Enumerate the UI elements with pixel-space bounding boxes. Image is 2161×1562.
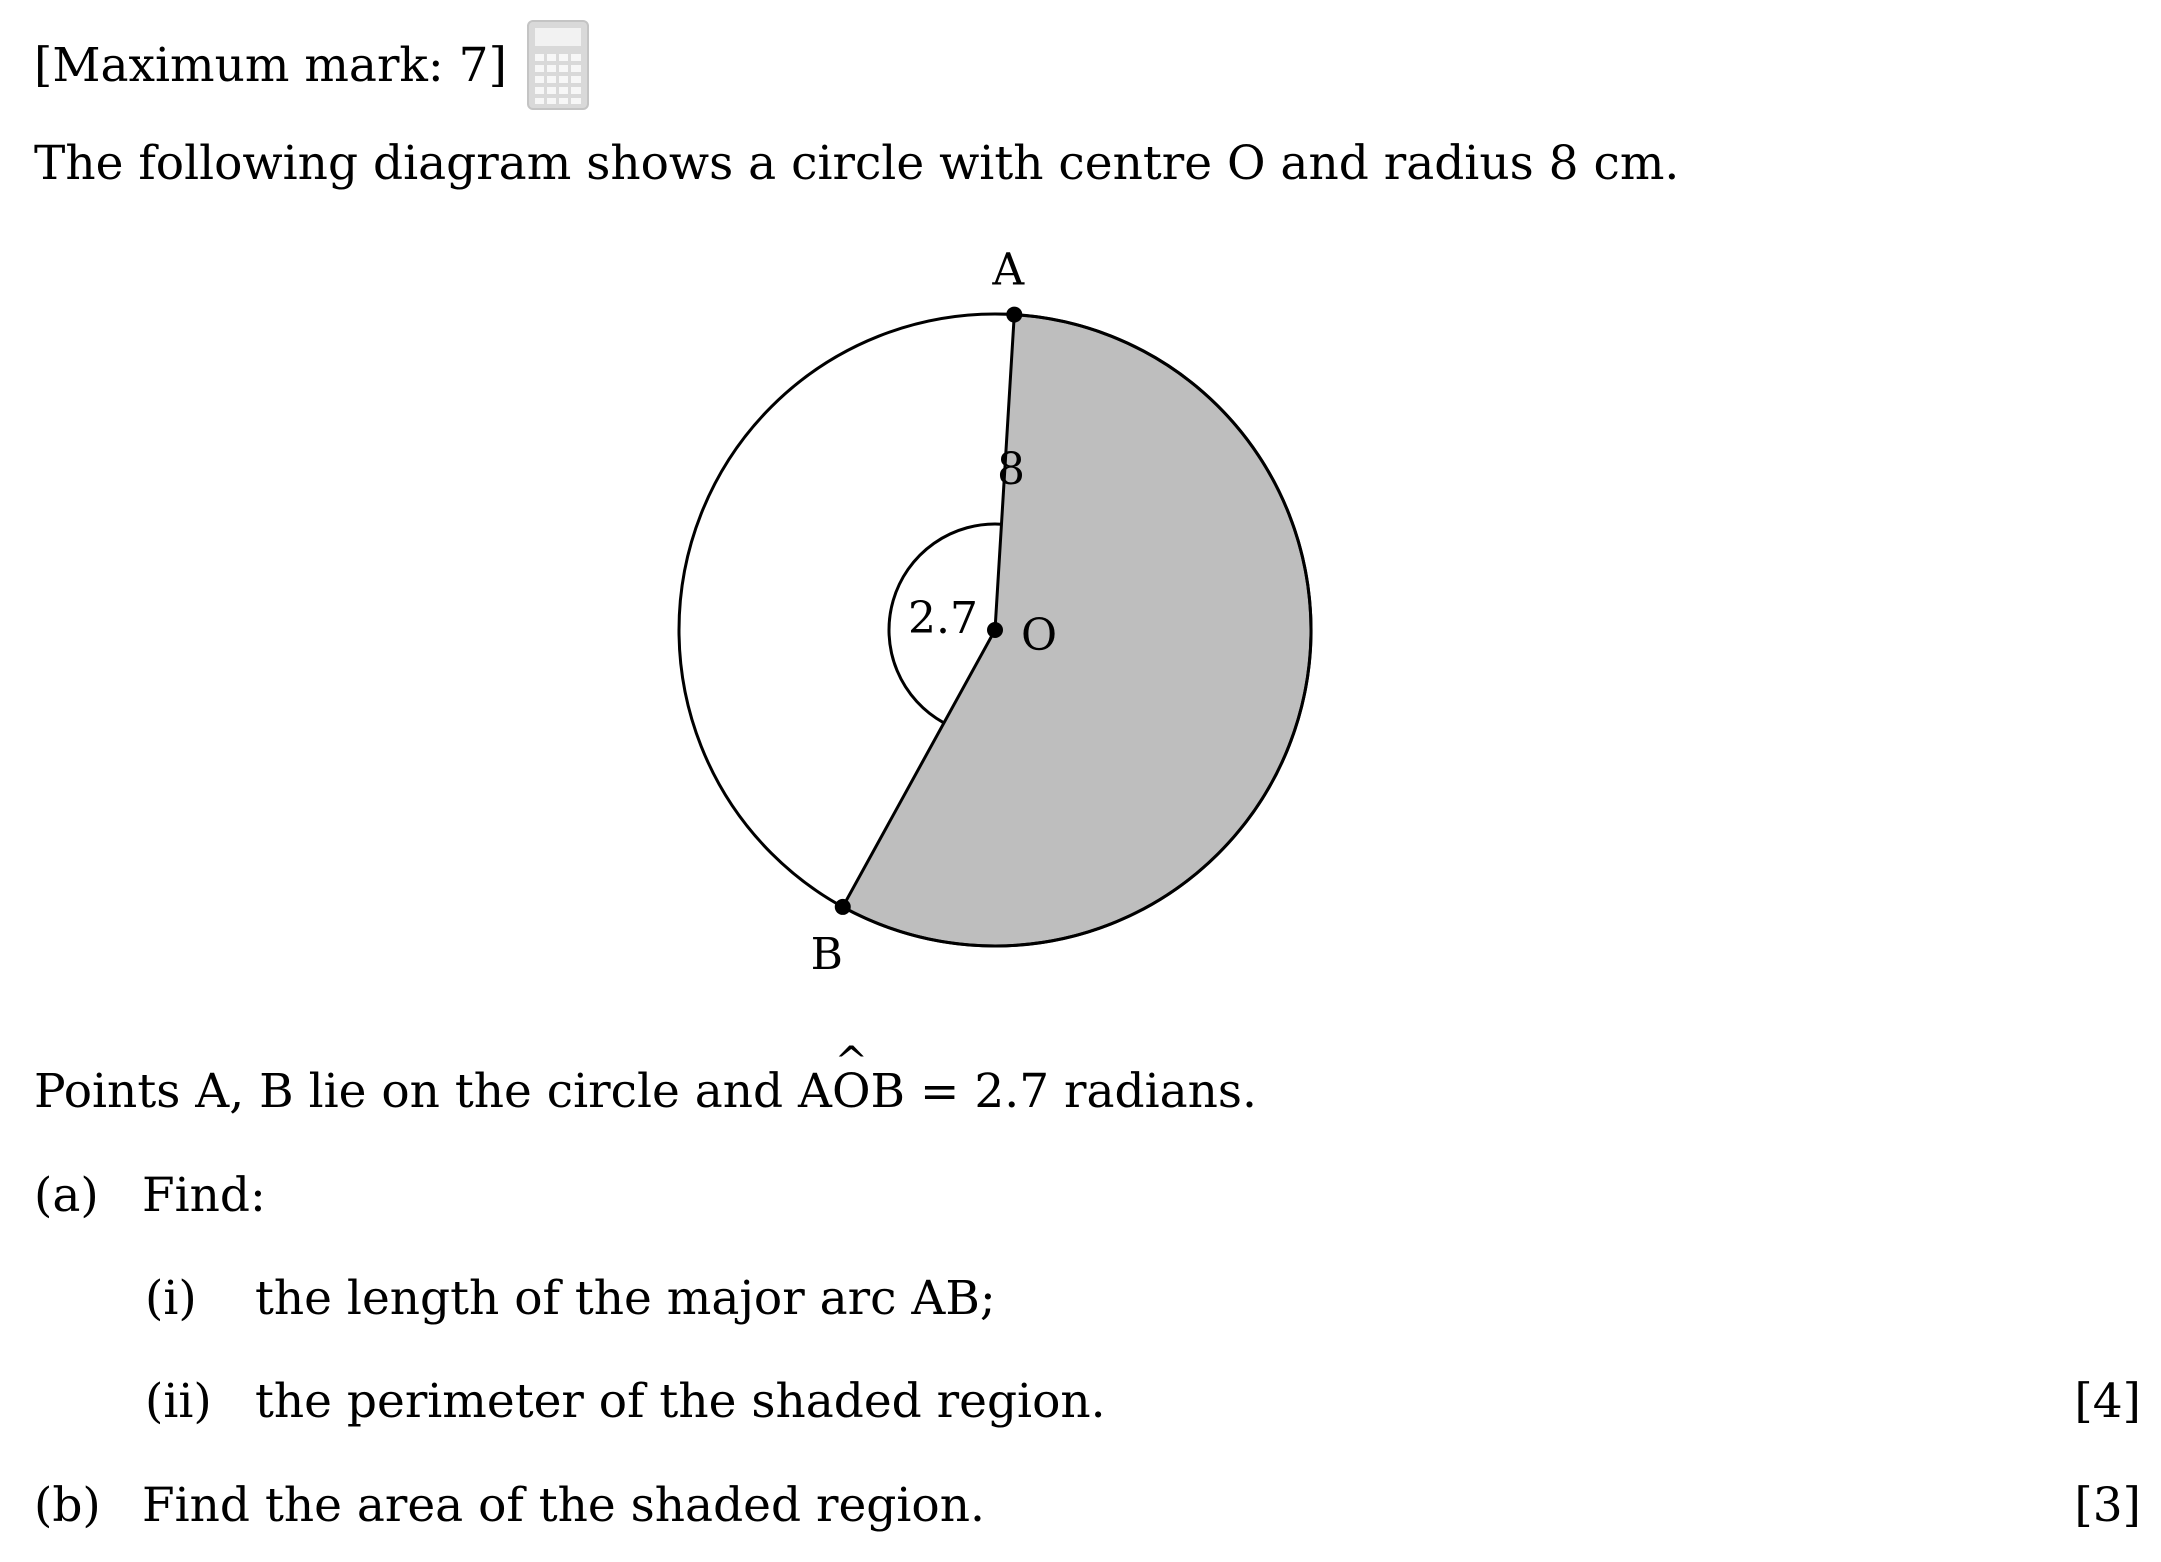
part-a-marks: [4] — [2074, 1374, 2141, 1429]
intro-text: The following diagram shows a circle with centre O and radius 8 cm. — [34, 136, 1680, 191]
points-suffix: B = 2.7 radians. — [870, 1064, 1257, 1119]
centre-dot — [987, 622, 1003, 638]
angle-label: 2.7 — [908, 593, 978, 644]
radius-label: 8 — [997, 444, 1025, 495]
points-prefix: Points A, B lie on the circle and A — [34, 1064, 832, 1119]
part-a-i-label: (i) — [145, 1271, 197, 1326]
hat-letter: ^ O — [832, 1068, 871, 1115]
point-a-dot — [1006, 307, 1022, 323]
calculator-icon — [527, 20, 589, 110]
maximum-mark: [Maximum mark: 7] — [34, 38, 507, 93]
part-b-marks: [3] — [2074, 1478, 2141, 1533]
point-b-label: B — [810, 928, 843, 980]
part-b-label: (b) — [34, 1478, 101, 1533]
part-a-label: (a) — [34, 1168, 99, 1223]
part-a-text: Find: — [142, 1168, 266, 1223]
part-a-ii-text: the perimeter of the shaded region. — [255, 1374, 1106, 1429]
circle-diagram — [640, 230, 1360, 1010]
part-a-i-text: the length of the major arc AB; — [255, 1271, 996, 1326]
point-b-dot — [835, 899, 851, 915]
centre-label: O — [1021, 610, 1058, 661]
point-a-label: A — [992, 244, 1025, 296]
part-b-text: Find the area of the shaded region. — [142, 1478, 985, 1533]
part-a-ii-label: (ii) — [145, 1374, 212, 1429]
points-statement — [34, 1064, 1257, 1119]
